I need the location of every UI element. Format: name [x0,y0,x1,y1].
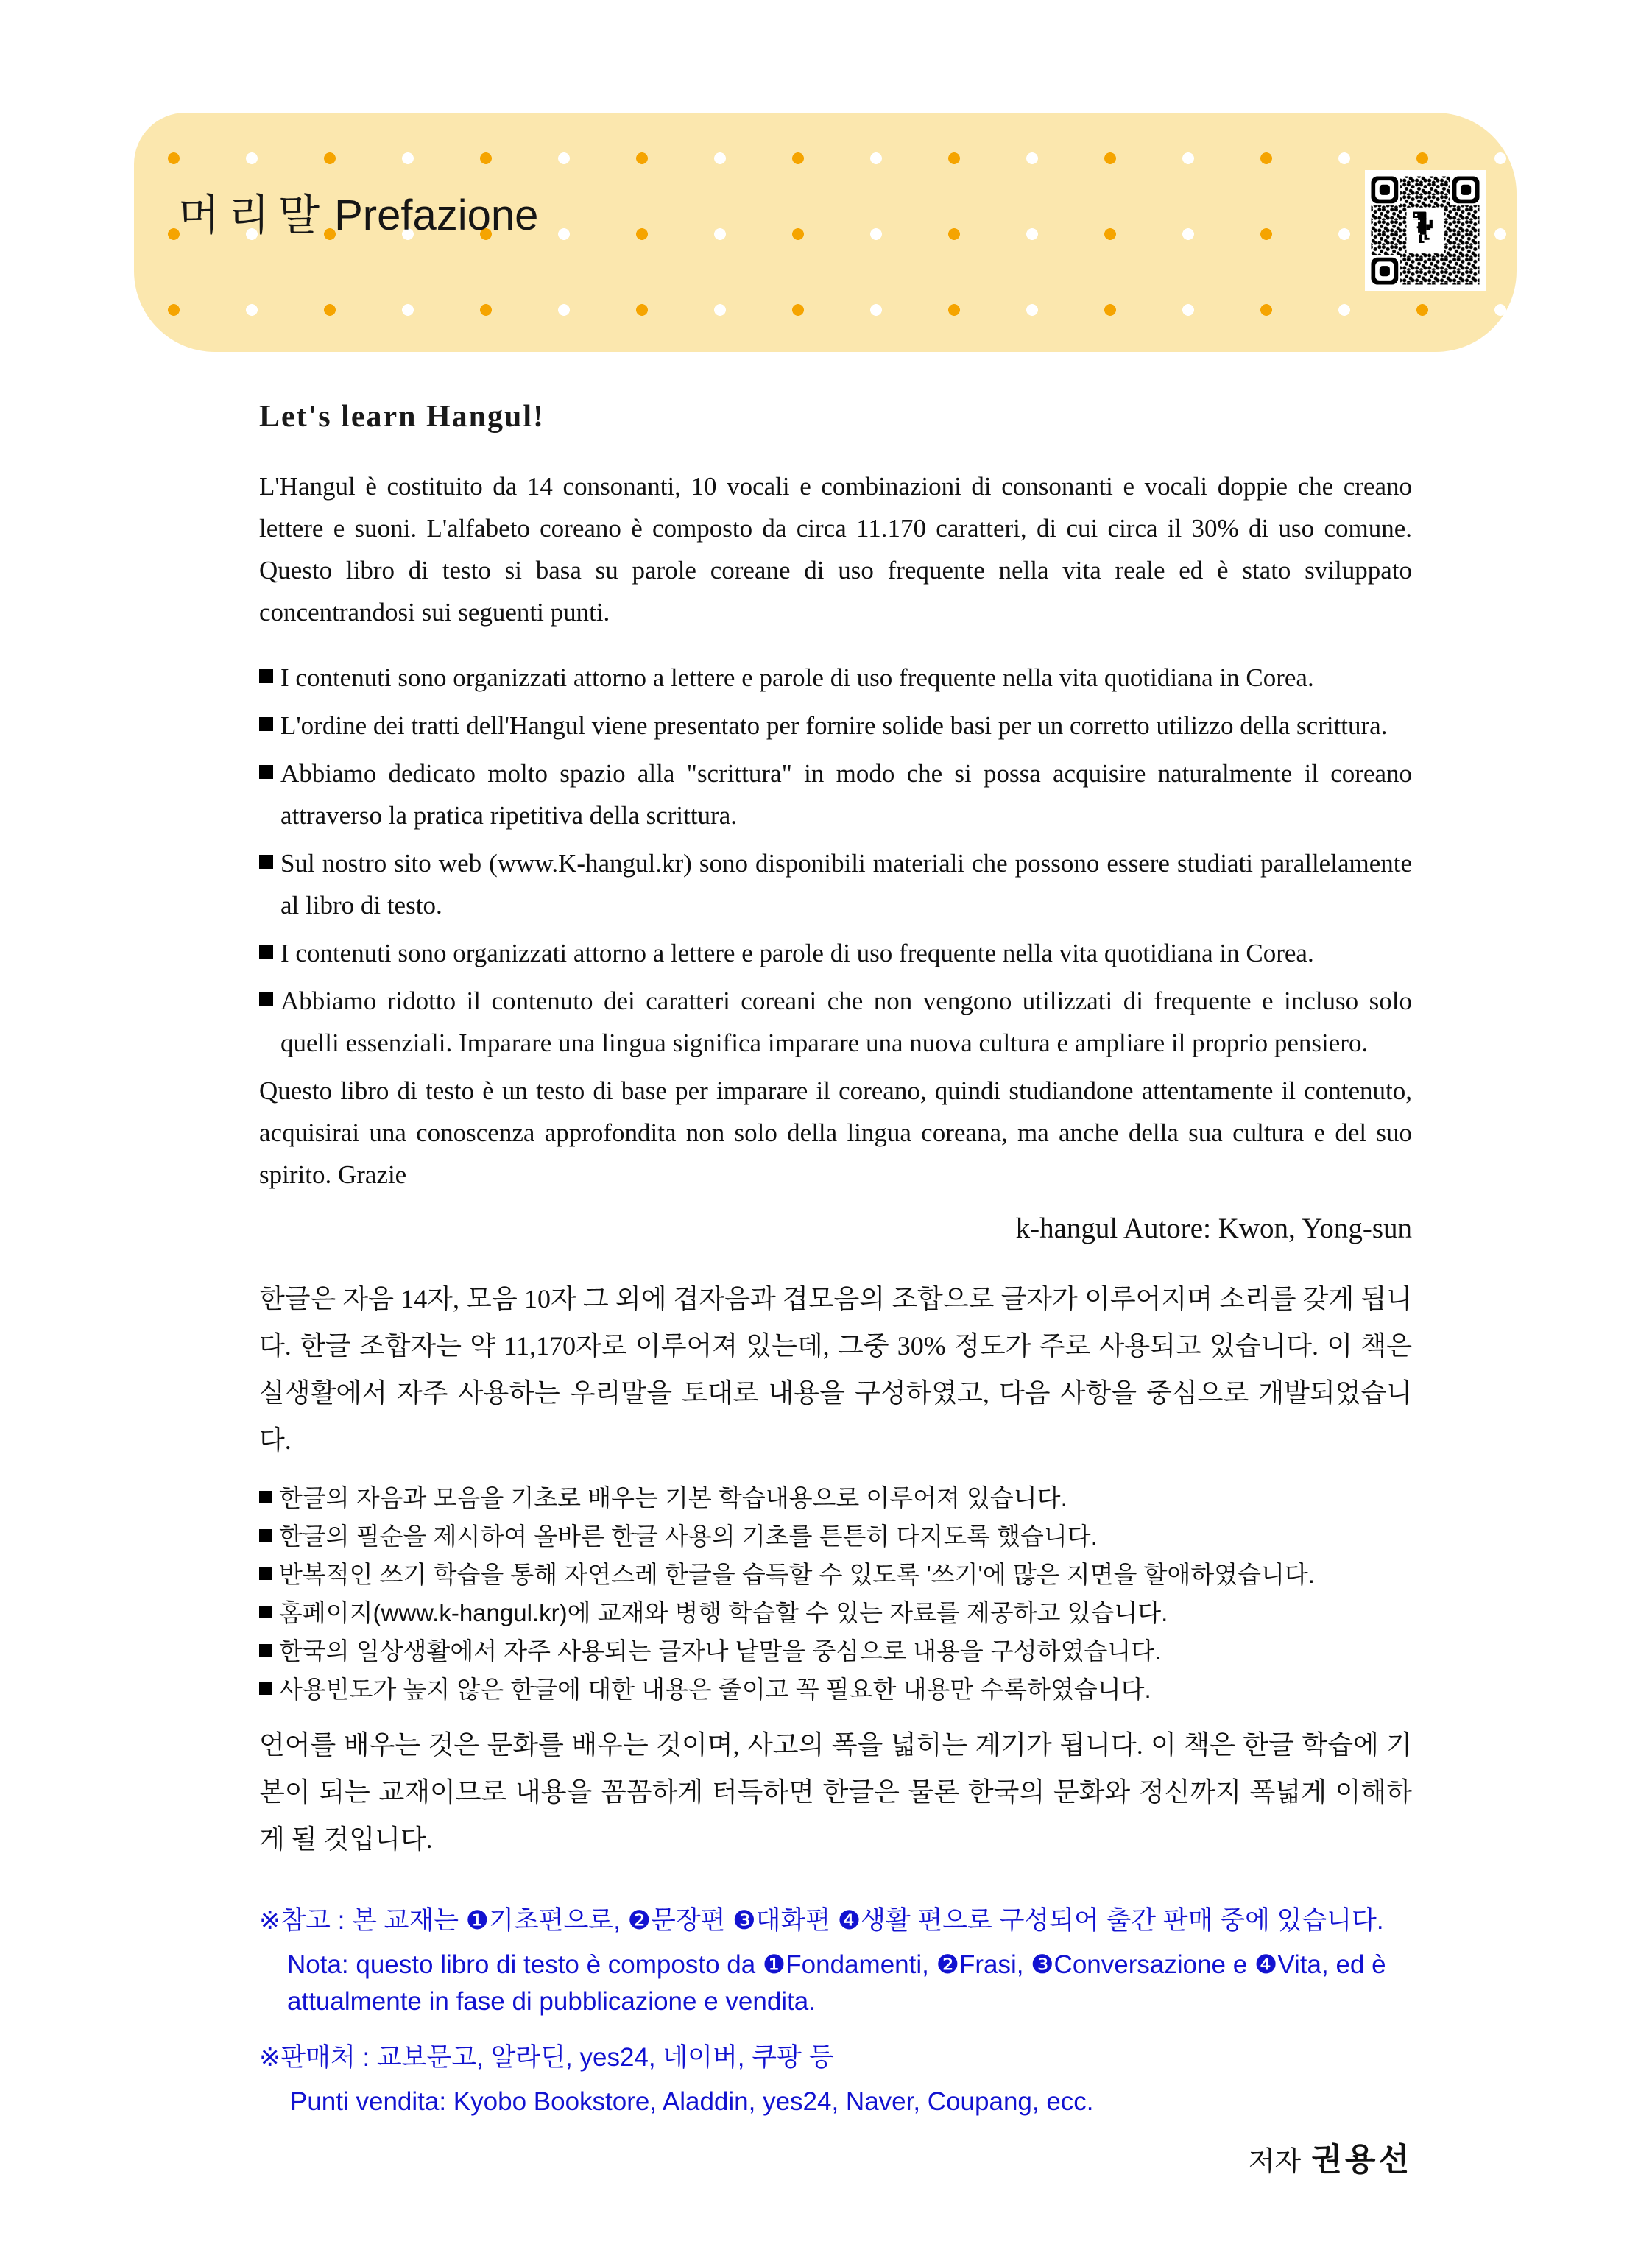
list-item: Abbiamo dedicato molto spazio alla "scrittura" in modo che si possa acquisire naturalmente il coreano attraverso la pratica ripetitiva della scrittura. [259,752,1412,836]
bullet-list-italian [259,657,1412,1064]
intro-paragraph-korean: 한글은 자음 14자, 모음 10자 그 외에 겹자음과 겹모음의 조합으로 글자가 이루어지며 소리를 갖게 됩니다. 한글 조합자는 약 11,170자로 이루어져 있는데, 그중 30% 정도가 주로 사용되고 있습니다. 이 책은 실생활에서 자주 사용하는 우리말을 토대로 내용을 구성하였고, 다음 사항을 중심으로 개발되었습니다. [259,1284,1412,1455]
square-bullet-icon [259,717,273,731]
square-bullet-icon [259,1567,272,1580]
square-bullet-icon [259,1682,272,1695]
note-line-italian: Nota: questo libro di testo è composto da ❶Fondamenti, ❷Frasi, ❸Conversazione e ❹Vita, ed è attualmente in fase di pubblicazione e vendita. [287,1950,1386,2016]
square-bullet-icon [259,1606,272,1618]
publication-notes [259,1902,1412,2120]
qr-code [1365,170,1486,291]
list-item: Abbiamo ridotto il contenuto dei caratteri coreani che non vengono utilizzati di frequente e incluso solo quelli essenziali. Imparare una lingua significa imparare una nuova cultura e ampliare il proprio pensiero. [259,980,1412,1064]
list-item: Sul nostro sito web (www.K-hangul.kr) sono disponibili materiali che possono essere studiati parallelamente al libro di testo. [259,842,1412,926]
list-item: I contenuti sono organizzati attorno a lettere e parole di uso frequente nella vita quotidiana in Corea. [259,657,1412,699]
square-bullet-icon [259,855,273,869]
outro-paragraph-korean: 언어를 배우는 것은 문화를 배우는 것이며, 사고의 폭을 넓히는 계기가 됩니다. 이 책은 한글 학습에 기본이 되는 교재이므로 내용을 꼼꼼하게 터득하면 한글은 물론 한국의 문화와 정신까지 폭넓게 이해하게 될 것입니다. [259,1730,1412,1854]
square-bullet-icon [259,945,273,959]
page-title [178,180,538,242]
square-bullet-icon [259,1491,272,1503]
list-item: 반복적인 쓰기 학습을 통해 자연스레 한글을 습득할 수 있도록 '쓰기'에 많은 지면을 할애하였습니다. [259,1559,1412,1590]
square-bullet-icon [259,992,273,1006]
author-line: k-hangul Autore: Kwon, Yong-sun [1015,1213,1412,1244]
outro-paragraph-italian: Questo libro di testo è un testo di base per imparare il coreano, quindi studiandone attentamente il contenuto, acquisirai una conoscenza approfondita non solo della lingua coreana, ma anche della sua cultura e del suo spirito. Grazie [259,1076,1412,1189]
page-title-italian: Prefazione [334,191,539,239]
dino-icon [1407,208,1444,253]
qr-finder-bottom-left [1369,255,1400,286]
square-bullet-icon [259,1529,272,1542]
page-body [259,399,1412,2180]
author-signature [259,2135,1412,2180]
section-heading: Let's learn Hangul! [259,400,546,434]
sellers-line-italian: Punti vendita: Kyobo Bookstore, Aladdin, yes24, Naver, Coupang, ecc. [290,2087,1094,2116]
list-item: 홈페이지(www.k-hangul.kr)에 교재와 병행 학습할 수 있는 자료를 제공하고 있습니다. [259,1598,1412,1629]
header-banner [134,113,1517,352]
square-bullet-icon [259,1644,272,1657]
signature-name: 권용선 [1311,2143,1412,2178]
signature-label: 저자 [1248,2147,1302,2177]
bullet-list-korean [259,1483,1412,1705]
list-item: 한국의 일상생활에서 자주 사용되는 글자나 낱말을 중심으로 내용을 구성하였습니다. [259,1636,1412,1667]
qr-finder-top-right [1450,174,1481,205]
list-item: 한글의 필순을 제시하여 올바른 한글 사용의 기초를 튼튼히 다지도록 했습니다. [259,1521,1412,1552]
list-item: L'ordine dei tratti dell'Hangul viene presentato per fornire solide basi per un corretto utilizzo della scrittura. [259,705,1412,747]
square-bullet-icon [259,765,273,779]
square-bullet-icon [259,669,273,683]
list-item: I contenuti sono organizzati attorno a lettere e parole di uso frequente nella vita quotidiana in Corea. [259,932,1412,974]
list-item: 사용빈도가 높지 않은 한글에 대한 내용은 줄이고 꼭 필요한 내용만 수록하였습니다. [259,1674,1412,1705]
intro-paragraph-italian: L'Hangul è costituito da 14 consonanti, 10 vocali e combinazioni di consonanti e vocali doppie che creano lettere e suoni. L'alfabeto coreano è composto da circa 11.170 caratteri, di cui circa il 30% di uso comune. Questo libro di testo si basa su parole coreane di uso frequente nella vita reale ed è stato sviluppato concentrandosi sui seguenti punti. [259,472,1412,627]
page-title-korean: 머리말 [178,191,329,239]
sellers-line-korean: ※판매처 : 교보문고, 알라딘, yes24, 네이버, 쿠팡 등 [259,2043,834,2072]
note-line-korean: ※참고 : 본 교재는 ❶기초편으로, ❷문장편 ❸대화편 ❹생활 편으로 구성되어 출간 판매 중에 있습니다. [259,1906,1384,1935]
list-item: 한글의 자음과 모음을 기초로 배우는 기본 학습내용으로 이루어져 있습니다. [259,1483,1412,1514]
qr-finder-top-left [1369,174,1400,205]
